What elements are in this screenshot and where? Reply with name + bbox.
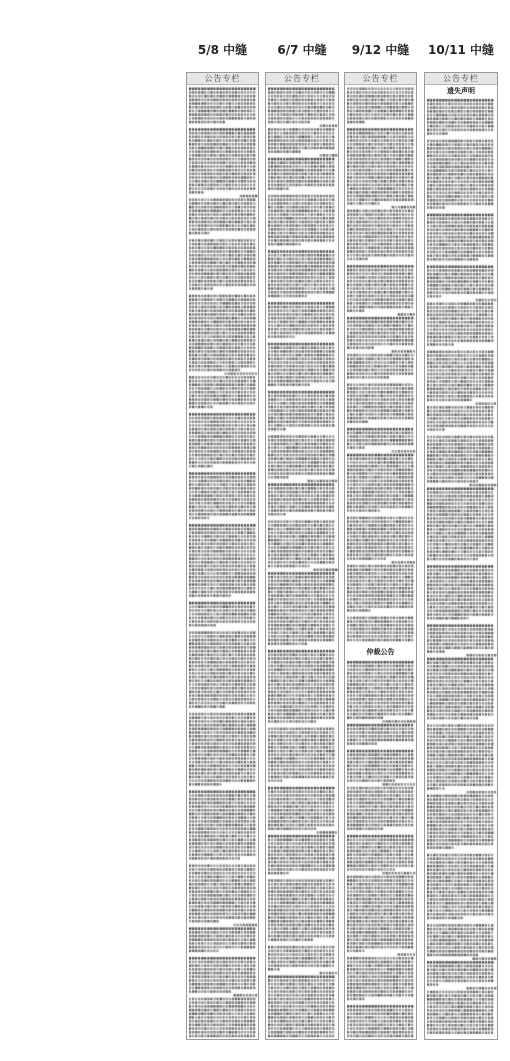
column-label-9-12: 9/12 中缝 [351, 43, 410, 57]
column-label-10-11: 10/11 中缝 [428, 43, 494, 57]
column-label-5-8: 5/8 中缝 [197, 43, 248, 57]
column-label-6-7: 6/7 中缝 [277, 43, 327, 57]
arbitration-notice-heading: 仲裁公告 [345, 648, 416, 657]
panel-title: 公告专栏 [266, 73, 338, 85]
panel-title: 公告专栏 [345, 73, 416, 85]
notice-column-9-12 [344, 72, 417, 1040]
loss-statement-heading: 遗失声明 [425, 87, 497, 96]
notice-body-text [268, 86, 338, 1038]
notice-body-text [347, 86, 416, 1038]
panel-title: 公告专栏 [187, 73, 258, 85]
notice-column-10-11 [424, 72, 498, 1040]
notice-body-text [427, 86, 497, 1038]
panel-title: 公告专栏 [425, 73, 497, 85]
notice-body-text [189, 86, 258, 1038]
notice-column-6-7 [265, 72, 339, 1040]
notice-column-5-8 [186, 72, 259, 1040]
